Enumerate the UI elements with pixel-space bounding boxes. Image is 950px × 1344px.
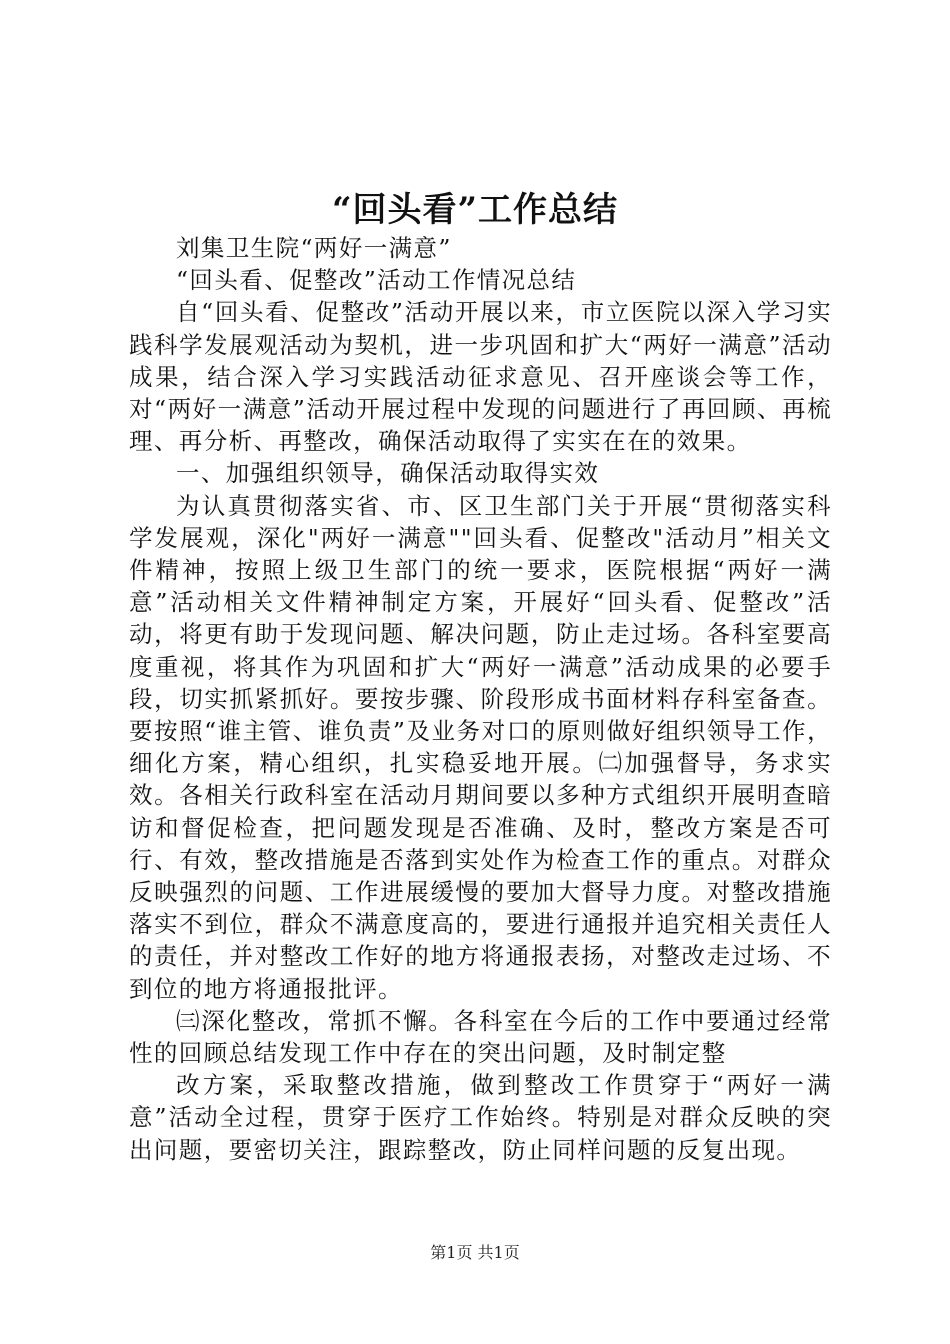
paragraph-org: 刘集卫生院“两好一满意” (176, 234, 452, 262)
paragraph-section-1: 为认真贯彻落实省、市、区卫生部门关于开展“贯彻落实科学发展观，深化"两好一满意""回头看、促整改"活动月”相关文件精神，按照上级卫生部门的统一要求，医院根据“两好一满意”活动相关文件精神制定方案，开展好“回头看、促整改”活动，将更有助于发现问题、解决问题，防止走过场。各科室要高度重视，将其作为巩固和扩大“两好一满意”活动成果的必要手段，切实抓紧抓好。要按步骤、阶段形成书面材料存科室备查。要按照“谁主管、谁负责”及业务对口的原则做好组织领导工作，细化方案，精心组织，扎实稳妥地开展。㈡加强督导，务求实效。各相关行政科室在活动月期间要以多种方式组织开展明查暗访和督促检查，把问题发现是否准确、及时，整改方案是否可行、有效，整改措施是否落到实处作为检查工作的重点。对群众反映强烈的问题、工作进展缓慢的要加大督导力度。对整改措施落实不到位，群众不满意度高的，要进行通报并追究相关责任人的责任，并对整改工作好的地方将通报表扬，对整改走过场、不到位的地方将通报批评。 (129, 491, 832, 1003)
page-footer: 第1页 共1页 (430, 1243, 520, 1262)
paragraph-subtitle: “回头看、促整改”活动工作情况总结 (176, 266, 577, 295)
paragraph-intro: 自“回头看、促整改”活动开展以来，市立医院以深入学习实践科学发展观活动为契机，进一步巩固和扩大“两好一满意”活动成果，结合深入学习实践活动征求意见、召开座谈会等工作，对“两好一满意”活动开展过程中发现的问题进行了再回顾、再梳理、再分析、再整改，确保活动取得了实实在在的效果。 (129, 298, 832, 456)
document-body (129, 232, 832, 1166)
section-heading-1: 一、加强组织领导，确保活动取得实效 (176, 459, 600, 488)
paragraph-closing: 改方案，采取整改措施，做到整改工作贯穿于“两好一满意”活动全过程，贯穿于医疗工作始终。特别是对群众反映的突出问题，要密切关注，跟踪整改，防止同样问题的反复出现。 (129, 1071, 832, 1164)
paragraph-section-3: ㈢深化整改，常抓不懈。各科室在今后的工作中要通过经常性的回顾总结发现工作中存在的突出问题，及时制定整 (129, 1006, 832, 1068)
page-title: “回头看”工作总结 (331, 190, 619, 230)
